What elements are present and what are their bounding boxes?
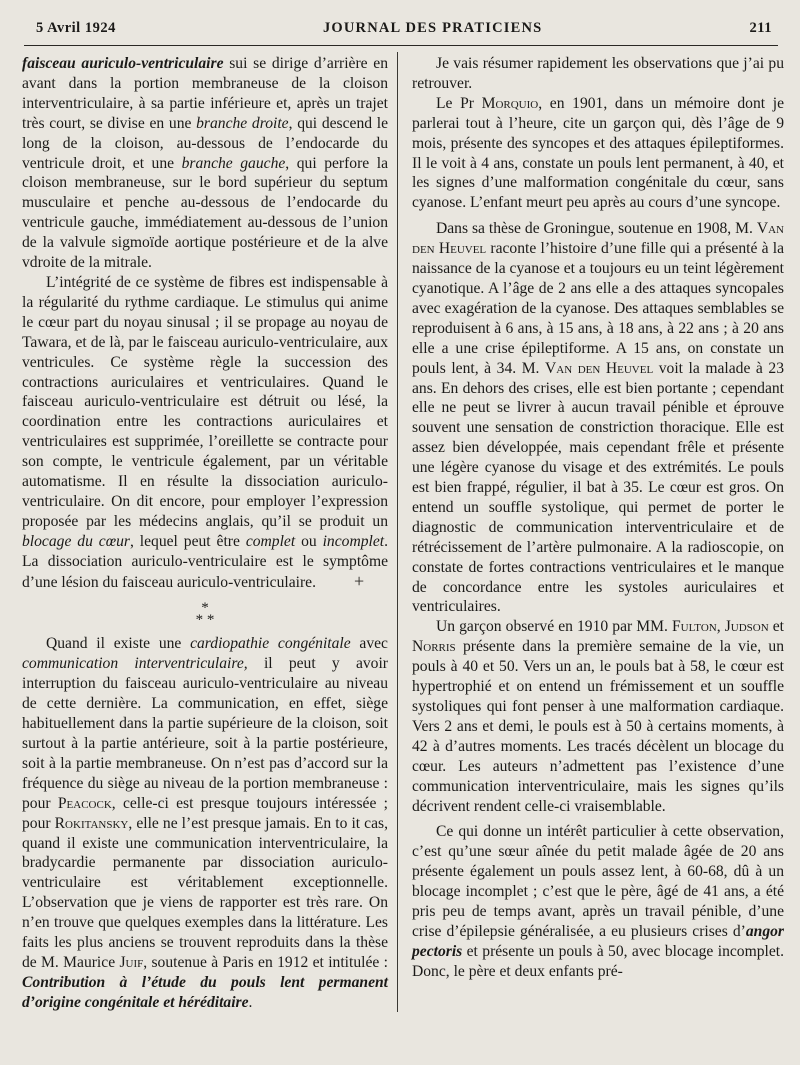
column-divider — [397, 52, 398, 1012]
term-incomplet: incomplet — [322, 532, 385, 550]
author-juif: Juif — [119, 953, 144, 971]
right-paragraph-1: Je vais résumer rapidement les observations que j’ai pu retrouver. — [412, 55, 784, 92]
term-complet: complet — [245, 532, 296, 550]
term-blocage: blocage du cœur — [22, 532, 130, 550]
text-span: Quand il existe une — [46, 635, 191, 653]
text-span: sui se dirige d’arrière en avant dans la portion membraneuse de la cloison interventriculaire, à sa partie inférieure et, après un trajet très court, se divise en une — [22, 55, 388, 132]
text-span: , lequel peut être — [129, 532, 246, 550]
text-span: Un garçon observé en 1910 par MM. — [436, 618, 672, 636]
text-span: ou — [295, 532, 323, 550]
text-span: présente dans la première semaine de la vie, un pouls à 40 et 50. Vers un an, le pouls bat à 58, le cœur est hypertrophié et on entend un frémissement et un souffle systoliques qui font penser à une malformation cardiaque. Vers 2 ans et demi, le pouls est à 50 à certains moments, à 42 à d’autres moments. Les tracés décèlent un blocage du cœur. Les auteurs n’admettent pas l’existence d’une communication interventriculaire, mais les signes qu’ils décrivent rendent celle-ci vraisemblable. — [412, 638, 784, 815]
right-paragraph-3 — [412, 219, 784, 617]
text-span: , soutenue à Paris en 1912 et intitulée : — [143, 953, 388, 971]
text-span: , celle-ci est presque toujours intéressée ; pour — [22, 794, 389, 832]
author-peacock: Peacock — [57, 794, 112, 812]
header-date: 5 Avril 1924 — [36, 20, 116, 36]
right-paragraph-2 — [412, 94, 784, 213]
text-span: Ce qui donne un intérêt particulier à cette observation, c’est qu’une sœur aînée du petit malade âgée de 20 ans présente également un pouls assez lent, à 60-68, dû à un blocage incomplet ; c’est que le père, âgé de 41 ans, a été pris peu de temps avant, après un travail pénible, d’une crise d’épilepsie généralisée, a eu plusieurs crises d’ — [412, 823, 784, 940]
running-header — [36, 20, 772, 42]
text-span: , en 1901, dans un mémoire dont je parlerai tout à l’heure, cite un garçon qui, dès l’âge de 9 mois, présente des syncopes et des attaques épileptiformes. Il le voit à 4 ans, constate un pouls lent permanent, à 40, et les signes d’une malformation congénitale du cœur, sans cyanose. L’enfant meurt peu après au cours d’une syncope. — [412, 94, 784, 212]
text-span: , — [716, 618, 725, 636]
asterism-top: * — [201, 600, 209, 617]
term-cardiopathie: cardiopathie congénitale — [190, 635, 351, 653]
text-span: raconte l’histoire d’une fille qui a présenté à la naissance de la cyanose et a toujours eu un teint légèrement cyanotique. A l’âge de 2 ans elle a des attaques syncopales avec exagération de la cyanose. Des attaques semblables se reproduisent à 6 ans, à 15 ans, à 18 ans, à 22 ans ; à 20 ans elle a une crise épileptiforme. A 15 ans, on constate un pouls lent, à 34. M. — [412, 240, 785, 377]
text-span: et présente un pouls à 50, avec blocage incomplet. Donc, le père et deux enfants pré- — [412, 942, 784, 980]
text-span: voit la malade à 23 ans. En dehors des crises, elle est bien portante ; cependant elle ne peut se livrer à aucun travail pénible et éprouve souvent une sensation de constriction thoracique. Elle est assez bien développée, mais cependant frêle et présente une légère cyanose du visage et des extrémités. Le pouls est bien frappé, régulier, il bat à 35. Le cœur est gros. On entend un souffle systolique, qui permet de porter le diagnostic de communication interventriculaire et de rétrécissement de l’artère pulmonaire. A la radioscopie, on constate de fortes contractions ventriculaires et le manque de concordance entre les systoles auriculaires et ventriculaires. — [412, 359, 784, 616]
right-column — [412, 54, 784, 982]
text-span: Le Pr — [436, 94, 482, 112]
text-span: . — [248, 993, 253, 1011]
page-number: 211 — [749, 20, 772, 36]
term-communication: communication interventriculaire, — [22, 655, 248, 673]
author-rokitansky: Rokitansky — [54, 814, 129, 832]
left-paragraph-1 — [22, 54, 388, 273]
author-van-den-heuvel: Van den Heuvel — [412, 220, 784, 258]
text-span: . La dissociation auriculo-ventriculaire est le symptôme d’une lésion du faisceau auriculo-ventriculaire. — [22, 532, 388, 591]
author-norris: Norris — [412, 638, 456, 656]
thesis-title: Contribution à l’étude du pouls lent permanent d’origine congénitale et héréditaire — [22, 973, 388, 1011]
left-column — [22, 54, 388, 1013]
text-span: il peut y avoir interruption du faisceau auriculo-ventriculaire au niveau de cette dernière. La communication, en effet, siège habituellement dans la partie supérieure de la cloison, soit surtout à la partie antérieure, soit à la partie postérieure, soit à la partie membraneuse. On n’est pas d’accord sur la fréquence du siège au niveau de la portion membraneuse : pour — [22, 655, 388, 812]
header-journal-title: JOURNAL DES PRATICIENS — [322, 20, 543, 36]
text-span: avec — [350, 635, 388, 653]
term-branche-gauche: branche gauche — [181, 154, 286, 172]
left-paragraph-2 — [22, 273, 388, 593]
text-span: Dans sa thèse de Groningue, soutenue en 1908, M. — [436, 220, 757, 238]
author-morquio: Morquio — [481, 94, 539, 112]
author-fulton: Fulton — [671, 618, 717, 636]
text-span: , qui perfore la cloison membraneuse, sur le bord supérieur du septum musculaire et penche au-dessous de l’endocarde du ventricule gauche, immédiatement au-dessous de l’union de la valvule sigmoïde aortique postérieure et de la alve vdroite de la mitrale. — [22, 154, 389, 272]
handwritten-cross-mark: + — [354, 570, 365, 591]
text-span: L’intégrité de ce système de fibres est indispensable à la régularité du rythme cardiaque. Le stimulus qui anime le cœur part du noyau sinusal ; il se propage au noyau de Tawara, et de là, par le faisceau auriculo-ventriculaire, aux ventricules. Ce système règle la succession des contractions auriculaires et ventriculaires. Quand le faisceau auriculo-ventriculaire est détruit ou lésé, la coordination entre les contractions auriculaires et ventriculaires est supprimée, l’oreillette se contracte pour son compte, le ventricule également, par un véritable automatisme. Il en résulte la dissociation auriculo-ventriculaire. On dit encore, pour employer l’expression proposée par les médecins anglais, qu’il se produit un — [22, 273, 388, 530]
text-span: , qui descend le long de la cloison, au-dessous de l’endocarde du ventricule droit, et une — [22, 114, 388, 172]
header-rule — [24, 45, 778, 46]
text-span: , elle ne l’est presque jamais. En to it cas, quand il existe une communication interventriculaire, la bradycardie permanente par dissociation auriculo-ventriculaire est véritablement exceptionnelle. L’observation que je viens de rapporter est très rare. On n’en trouve que quelques exemples dans la littérature. Les faits les plus anciens se trouvent reproduits dans la thèse de M. Maurice — [22, 814, 388, 971]
term-angor-pectoris: angor pectoris — [412, 922, 784, 960]
section-asterism — [22, 600, 388, 629]
right-paragraph-4 — [412, 617, 784, 816]
text-span: et — [768, 618, 785, 636]
term-faisceau: faisceau auriculo-ventriculaire — [22, 55, 224, 72]
author-judson: Judson — [724, 618, 769, 636]
right-paragraph-5 — [412, 822, 784, 981]
asterism-bottom: * * — [195, 612, 215, 629]
left-paragraph-3 — [22, 634, 388, 1012]
author-van-den-heuvel-2: Van den Heuvel — [545, 359, 654, 377]
term-branche-droite: branche droite — [196, 114, 289, 132]
